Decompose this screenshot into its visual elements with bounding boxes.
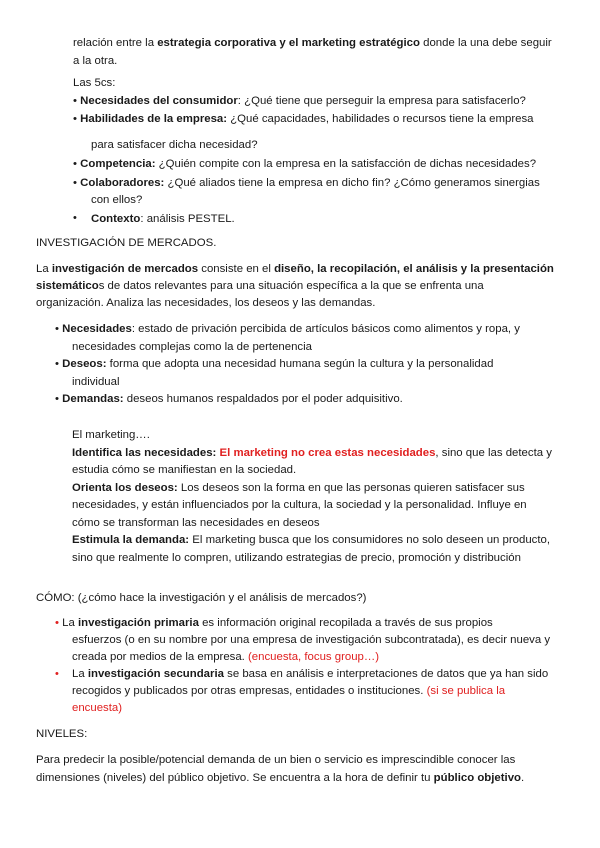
bullet-icon: •	[55, 393, 59, 405]
term: Necesidades del consumidor	[80, 95, 238, 107]
paragraph-line: organización. Analiza las necesidades, los deseos y las demandas.	[36, 297, 376, 309]
text: relación entre la	[73, 37, 158, 49]
list-item-cont: individual	[72, 376, 120, 388]
section-heading: CÓMO: (¿cómo hace la investigación y el análisis de mercados?)	[36, 592, 367, 604]
list-item	[73, 112, 534, 127]
term: Habilidades de la empresa:	[80, 113, 228, 125]
paragraph-line	[36, 279, 484, 294]
term: Identifica las necesidades:	[72, 447, 217, 459]
text: s de datos relevantes para una situación específica a la que se enfrenta una	[98, 280, 484, 292]
paragraph-line	[36, 771, 524, 786]
term: Contexto	[91, 213, 141, 225]
bullet-icon: •	[73, 212, 77, 224]
list-item	[73, 94, 526, 109]
bullet-icon: •	[73, 113, 77, 125]
section-heading: INVESTIGACIÓN DE MERCADOS.	[36, 237, 217, 249]
bullet-icon: •	[73, 95, 77, 107]
term: Estimula la demanda:	[72, 534, 190, 546]
marketing-identifica-cont: estudia cómo se manifiestan en la sociedad.	[72, 464, 297, 476]
paragraph-line: Para predecir la posible/potencial demanda de un bien o servicio es imprescindible conocer las	[36, 754, 516, 766]
list-item	[55, 322, 520, 337]
text: .	[520, 772, 525, 784]
text: consiste en el	[198, 263, 275, 275]
list-item-cont: para satisfacer dicha necesidad?	[91, 139, 258, 151]
list-item-cont	[72, 650, 379, 665]
term: Demandas:	[62, 393, 124, 405]
list-item-cont: encuesta)	[72, 702, 123, 714]
text: ¿Qué aliados tiene la empresa en dicho fin? ¿Cómo generamos sinergias	[164, 177, 540, 189]
text: forma que adopta una necesidad humana según la cultura y la personalidad	[106, 358, 494, 370]
text: dimensiones (niveles) del público objetivo. Se encuentra a la hora de definir tu	[36, 772, 434, 784]
term: investigación secundaria	[87, 668, 224, 680]
text: Los deseos son la forma en que las personas quieren satisfacer sus	[177, 482, 525, 494]
text: : estado de privación percibida de artículos básicos como alimentos y ropa, y	[131, 323, 520, 335]
red-text: (si se publica la	[426, 685, 506, 697]
intro-line-1	[73, 36, 552, 51]
list-item-cont	[72, 684, 505, 699]
marketing-identifica	[72, 446, 552, 461]
bullet-icon: •	[55, 358, 59, 370]
text: creada por medios de la empresa.	[72, 651, 249, 663]
intro-line-2: a la otra.	[73, 55, 118, 67]
term: investigación primaria	[78, 617, 199, 629]
term: Deseos:	[62, 358, 107, 370]
bold-text: estrategia corporativa y el marketing estratégico	[157, 37, 420, 49]
cinco-cs-title: Las 5cs:	[73, 77, 116, 89]
marketing-estimula-cont: sino que realmente lo compren, utilizando estrategias de precio, promoción y distribución	[72, 552, 521, 564]
list-item-cont: necesidades complejas como la de pertenencia	[72, 341, 312, 353]
list-item	[73, 176, 540, 191]
bullet-icon: •	[55, 323, 59, 335]
term: Orienta los deseos:	[72, 482, 178, 494]
term: Necesidades	[62, 323, 132, 335]
list-item	[55, 392, 403, 407]
red-bold-text: El marketing no crea estas necesidades	[219, 447, 436, 459]
bold-text: sistemático	[36, 280, 99, 292]
marketing-orienta-cont: cómo se transforman las necesidades en deseos	[72, 517, 320, 529]
list-item-cont: con ellos?	[91, 194, 143, 206]
text: , sino que las detecta y	[435, 447, 552, 459]
list-item	[73, 157, 536, 172]
term: Competencia:	[80, 158, 156, 170]
marketing-estimula	[72, 533, 550, 548]
text: : ¿Qué tiene que perseguir la empresa para satisfacerlo?	[237, 95, 526, 107]
paragraph-line	[36, 262, 554, 277]
bullet-icon: •	[55, 668, 59, 680]
list-item	[91, 212, 235, 227]
red-text: (encuesta, focus group…)	[248, 651, 380, 663]
list-item	[55, 357, 493, 372]
marketing-orienta-cont: necesidades, y están influenciados por la cultura, la sociedad y la personalidad. Influye en	[72, 499, 527, 511]
text: donde la una debe seguir	[419, 37, 552, 49]
marketing-intro: El marketing….	[72, 429, 150, 441]
bullet-icon: •	[73, 158, 77, 170]
bold-text: diseño, la recopilación, el análisis y la presentación	[274, 263, 554, 275]
text: La	[72, 668, 88, 680]
text: es información original recopilada a través de sus propios	[198, 617, 493, 629]
marketing-orienta	[72, 481, 525, 496]
text: ¿Qué capacidades, habilidades o recursos tiene la empresa	[227, 113, 534, 125]
bold-text: investigación de mercados	[51, 263, 199, 275]
bullet-icon: •	[55, 617, 59, 629]
list-item	[55, 616, 493, 631]
text: ¿Quién compite con la empresa en la satisfacción de dichas necesidades?	[155, 158, 537, 170]
text: se basa en análisis e interpretaciones de datos que ya han sido	[223, 668, 549, 680]
text: El marketing busca que los consumidores no solo deseen un producto,	[189, 534, 551, 546]
bold-text: público objetivo	[433, 772, 521, 784]
section-heading: NIVELES:	[36, 728, 88, 740]
term: Colaboradores:	[80, 177, 165, 189]
text: deseos humanos respaldados por el poder adquisitivo.	[123, 393, 403, 405]
text: : análisis PESTEL.	[140, 213, 235, 225]
text: La	[62, 617, 79, 629]
text: La	[36, 263, 52, 275]
bullet-icon: •	[73, 177, 77, 189]
text: recogidos y publicados por otras empresas, entidades o instituciones.	[72, 685, 427, 697]
list-item	[72, 667, 548, 682]
list-item-cont: esfuerzos (o en su nombre por una empresa de investigación subcontratada), es decir nueva y	[72, 634, 551, 646]
